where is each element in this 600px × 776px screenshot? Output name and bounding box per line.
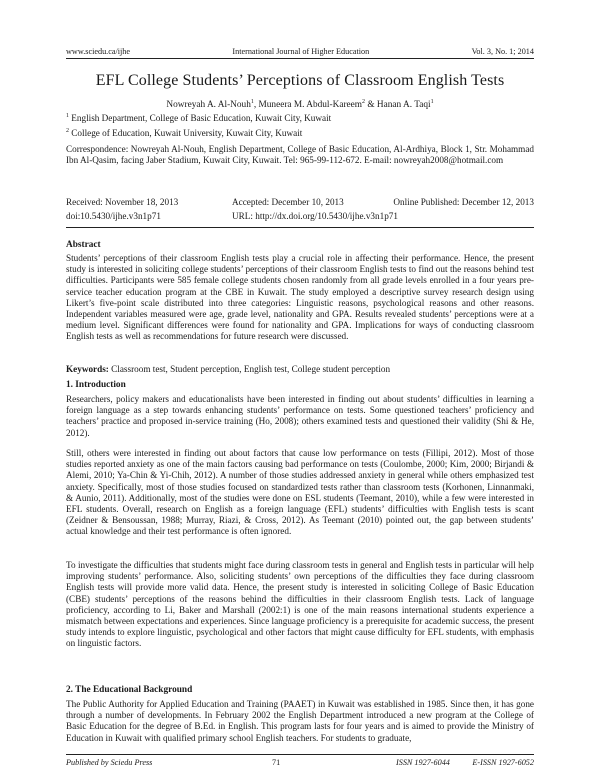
online-date: Online Published: December 12, 2013 xyxy=(393,197,534,207)
background-paragraph-1: The Public Authority for Applied Education and Training (PAAET) in Kuwait was established in 1985. Since then, it has gone through a number of developments. In February 2002 the English Department introduced a new program at the College of Basic Education for the degree of B.Ed. in English. This program lasts for four years and is aimed to provide the Ministry of Education in Kuwait with qualified primary school English teachers. For students to graduate, xyxy=(66,699,534,743)
section-heading-educational-background: 2. The Educational Background xyxy=(66,685,193,695)
intro-paragraph-3: To investigate the difficulties that students might face during classroom tests in general and English tests in particular will help improving students’ performance. Also, soliciting students’ own perceptions of the difficulties they face during classroom English tests will provide more valid data. Hence, the present study is interested in soliciting College of Basic Education (CBE) students’ perceptions of the reasons behind the difficulties in their classroom English tests. Lack of language proficiency, according to Li, Baker and Marshall (2002:1) is one of the main reasons international students experience a mismatch between expectations and experiences. Since language proficiency is a prerequisite for academic success, the present study intends to explore linguistic, psychological and other factors that might cause difficulty for EFL students, with emphasis on linguistic factors. xyxy=(66,560,534,649)
intro-paragraph-1: Researchers, policy makers and educationalists have been interested in finding out about students’ difficulties in learning a foreign language as a step towards enhancing students’ performance on tests. Some questioned teachers’ proficiency and teachers’ practice and proposed in-service training (Ho, 2008); others examined tests and questioned their validity (Shi & He, 2012). xyxy=(66,394,534,438)
keywords-label: Keywords: xyxy=(66,364,109,374)
dates-row xyxy=(66,197,534,209)
affiliation-1: $^1$ English Department, College of Basic Education, Kuwait City, Kuwait xyxy=(66,112,332,123)
abstract-text: Students’ perceptions of their classroom English tests play a crucial role in affecting their performance. Hence, the present study is interested in soliciting college students’ perceptions of their classroom English tests to find out the reasons behind test difficulties. Participants were 585 female college students chosen randomly from all grade levels enrolled in a four years pre-service teacher education program at the CBE in Kuwait. The study employed a descriptive survey research design using Likert’s five-point scale distributed into three categories: Linguistic reasons, psychological reasons and other reasons. Independent variables measured were age, grade level, nationality and GPA. Results revealed students’ perceptions were at a medium level. Significant differences were found for nationality and GPA. Implications for ways of conducting classroom English tests as well as recommendations for future research were discussed. xyxy=(66,253,534,342)
keywords-list: Classroom test, Student perception, English test, College student perception xyxy=(108,364,391,374)
author-separator: , xyxy=(253,100,259,110)
author-line xyxy=(0,100,600,110)
dates-rule xyxy=(66,227,534,228)
header-rule xyxy=(66,58,534,59)
eissn: E-ISSN 1927-6052 xyxy=(472,758,534,767)
footer-rule xyxy=(66,754,534,755)
intro-paragraph-2: Still, others were interested in finding out about factors that cause low performance on tests (Fillipi, 2012). Most of those studies reported anxiety as one of the main factors causing bad performance on tests (Coulombe, 2000; Kim, 2000; Birjandi & Alemi, 2010; Ya-Chin & Yi-Chih, 2012). A number of those studies addressed anxiety in general while others emphasized test anxiety. Specifically, most of those studies focused on standardized tests rather than classroom tests (Korhonen, Linnanmaki, & Aunio, 2011). Additionally, most of the studies were done on ESL students (Teemant, 2010), while a few were interested in EFL students. Overall, research on English as a foreign language (EFL) students’ difficulties with English tests is scant (Zeidner & Bensoussan, 1988; Murray, Riazi, & Cross, 2012). As Teemant (2010) pointed out, the gap between students’ actual knowledge and their test performance is often ignored. xyxy=(66,448,534,537)
author-2-affil: 2 xyxy=(362,98,366,105)
affiliation-2: $^2$ College of Education, Kuwait University, Kuwait City, Kuwait xyxy=(66,127,303,138)
page-number: 71 xyxy=(272,758,281,767)
keywords xyxy=(66,364,534,375)
paper-title: EFL College Students’ Perceptions of Classroom English Tests xyxy=(95,72,505,89)
correspondence: Correspondence: Nowreyah Al-Nouh, English Department, College of Basic Education, Al-Ardhiya, Block 1, Str. Mohammad Ibn Al-Qasim, facing Jaber Stadium, Kuwait City, Kuwait. Tel: 965-99-112-672. E-mail: nowreyah2008@hotmail.com xyxy=(66,144,534,166)
journal-url[interactable]: www.sciedu.ca/ijhe xyxy=(66,47,131,56)
author-2: Muneera M. Abdul-Kareem xyxy=(258,100,363,110)
author-separator: & xyxy=(365,100,377,110)
doi-url[interactable]: URL: http://dx.doi.org/10.5430/ijhe.v3n1p71 xyxy=(232,211,398,221)
accepted-date: Accepted: December 10, 2013 xyxy=(232,197,344,207)
issn: ISSN 1927-6044 xyxy=(396,758,450,767)
author-1: Nowreyah A. Al-Nouh xyxy=(166,100,251,110)
volume-info: Vol. 3, No. 1; 2014 xyxy=(471,47,534,56)
author-3: Hanan A. Taqi xyxy=(376,100,431,110)
doi[interactable]: doi:10.5430/ijhe.v3n1p71 xyxy=(66,211,161,221)
running-header xyxy=(66,44,534,56)
doi-row xyxy=(66,211,534,223)
author-3-affil: 1 xyxy=(430,98,434,105)
publisher: Published by Sciedu Press xyxy=(66,758,153,767)
author-1-affil: 1 xyxy=(250,98,254,105)
received-date: Received: November 18, 2013 xyxy=(66,197,179,207)
abstract-heading: Abstract xyxy=(66,240,101,250)
section-heading-introduction: 1. Introduction xyxy=(66,380,126,390)
journal-name: International Journal of Higher Education xyxy=(232,47,370,56)
